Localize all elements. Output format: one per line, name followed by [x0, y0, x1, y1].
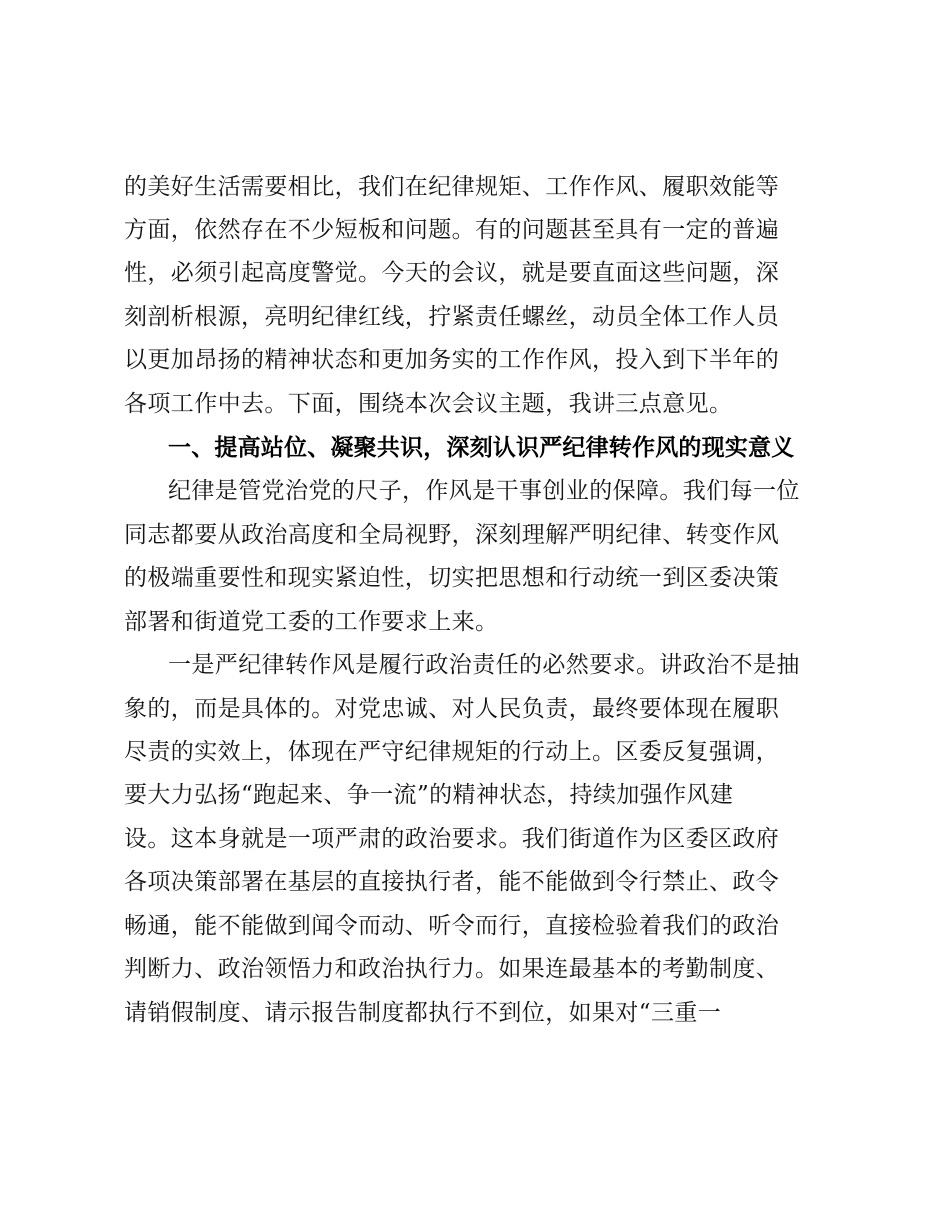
- body-line-5: 以更加昂扬的精神状态和更加务实的工作作风，投入到下半年的: [124, 347, 780, 373]
- body-line-19: 判断力、政治领悟力和政治执行力。如果连最基本的考勤制度、: [124, 956, 780, 982]
- body-line-17: 各项决策部署在基层的直接执行者，能不能做到令行禁止、政令: [124, 869, 780, 895]
- body-line-13: 象的，而是具体的。对党忠诚、对人民负责，最终要体现在履职: [124, 696, 780, 722]
- body-line-6: 各项工作中去。下面，围绕本次会议主题，我讲三点意见。: [124, 391, 733, 417]
- body-line-12: 一是严纪律转作风是履行政治责任的必然要求。讲政治不是抽: [168, 652, 800, 678]
- body-line-20: 请销假制度、请示报告制度都执行不到位，如果对“三重一: [124, 1000, 722, 1026]
- body-line-2: 方面，依然存在不少短板和问题。有的问题甚至具有一定的普遍: [124, 217, 780, 243]
- body-line-4: 刻剖析根源，亮明纪律红线，拧紧责任螺丝，动员全体工作人员: [124, 304, 780, 330]
- body-line-11: 部署和街道党工委的工作要求上来。: [124, 609, 499, 635]
- body-line-1: 的美好生活需要相比，我们在纪律规矩、工作作风、履职效能等: [124, 174, 780, 200]
- body-line-9: 同志都要从政治高度和全局视野，深刻理解严明纪律、转变作风: [124, 522, 780, 548]
- body-line-3: 性，必须引起高度警觉。今天的会议，就是要直面这些问题，深: [124, 260, 780, 286]
- body-line-16: 设。这本身就是一项严肃的政治要求。我们街道作为区委区政府: [124, 826, 780, 852]
- body-line-15: 要大力弘扬“跑起来、争一流”的精神状态，持续加强作风建: [124, 782, 734, 808]
- body-line-18: 畅通，能不能做到闻令而动、听令而行，直接检验着我们的政治: [124, 913, 780, 939]
- body-line-14: 尽责的实效上，体现在严守纪律规矩的行动上。区委反复强调，: [124, 739, 780, 765]
- section-heading-1: 一、提高站位、凝聚共识，深刻认识严纪律转作风的现实意义: [168, 435, 795, 461]
- body-line-8: 纪律是管党治党的尺子，作风是干事创业的保障。我们每一位: [168, 478, 800, 504]
- body-line-10: 的极端重要性和现实紧迫性，切实把思想和行动统一到区委决策: [124, 565, 780, 591]
